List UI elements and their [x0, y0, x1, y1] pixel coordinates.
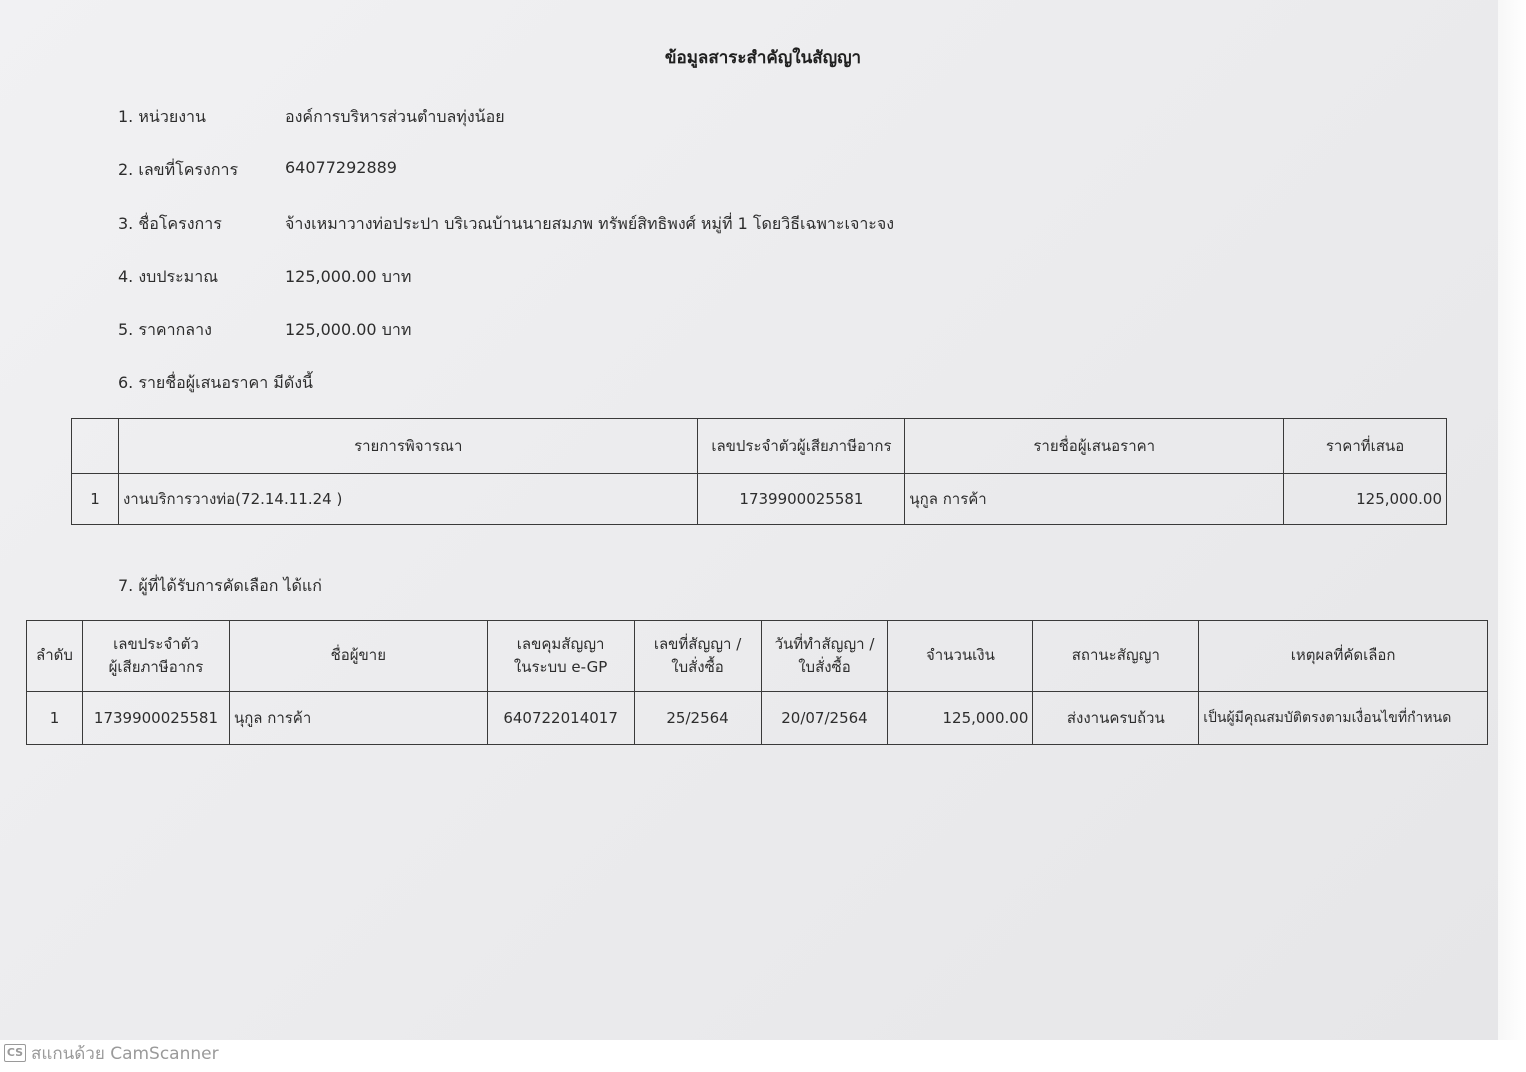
- cell-tax-id: 1739900025581: [698, 474, 905, 525]
- winners-table: [26, 620, 1488, 745]
- header-amount: จำนวนเงิน: [888, 621, 1033, 692]
- header-selection-reason: เหตุผลที่คัดเลือก: [1199, 621, 1488, 692]
- field-label: 2. เลขที่โครงการ: [118, 160, 239, 179]
- cell-selection-reason: เป็นผู้มีคุณสมบัติตรงตามเงื่อนไขที่กำหนด: [1199, 692, 1488, 745]
- camscanner-watermark: [4, 1042, 219, 1064]
- header-egp-control-number: เลขคุมสัญญา ในระบบ e-GP: [487, 621, 634, 692]
- table-row: [72, 474, 1447, 525]
- cell-amount: 125,000.00: [888, 692, 1033, 745]
- header-bidder-name: รายชื่อผู้เสนอราคา: [905, 419, 1284, 474]
- field-value: 64077292889: [285, 158, 397, 177]
- bidders-section-label: 6. รายชื่อผู้เสนอราคา มีดังนี้: [118, 373, 313, 392]
- page-edge: [1498, 0, 1526, 1040]
- field-value: จ้างเหมาวางท่อประปา บริเวณบ้านนายสมภพ ทรัพย์สิทธิพงศ์ หมู่ที่ 1 โดยวิธีเฉพาะเจาะจง: [285, 214, 895, 233]
- table-header-row: [27, 621, 1488, 692]
- camscanner-logo-icon: CS: [4, 1044, 26, 1062]
- field-label: 4. งบประมาณ: [118, 267, 219, 286]
- field-value: 125,000.00 บาท: [285, 320, 412, 339]
- field-value: 125,000.00 บาท: [285, 267, 412, 286]
- field-label: 5. ราคากลาง: [118, 320, 212, 339]
- cell-contract-status: ส่งงานครบถ้วน: [1033, 692, 1199, 745]
- cell-bidder-name: นุกูล การค้า: [905, 474, 1284, 525]
- header-item: รายการพิจารณา: [118, 419, 698, 474]
- cell-offer-price: 125,000.00: [1284, 474, 1447, 525]
- cell-contract-number: 25/2564: [634, 692, 761, 745]
- watermark-text: สแกนด้วย CamScanner: [31, 1043, 219, 1064]
- table-row: [27, 692, 1488, 745]
- header-offer-price: ราคาที่เสนอ: [1284, 419, 1447, 474]
- header-index: [72, 419, 119, 474]
- cell-egp-control-number: 640722014017: [487, 692, 634, 745]
- document-title: ข้อมูลสาระสำคัญในสัญญา: [664, 48, 862, 68]
- header-contract-status: สถานะสัญญา: [1033, 621, 1199, 692]
- cell-item: งานบริการวางท่อ(72.14.11.24 ): [118, 474, 698, 525]
- cell-seller-name: นุกูล การค้า: [229, 692, 487, 745]
- cell-contract-date: 20/07/2564: [761, 692, 888, 745]
- table-header-row: [72, 419, 1447, 474]
- header-contract-number: เลขที่สัญญา / ใบสั่งซื้อ: [634, 621, 761, 692]
- field-label: 1. หน่วยงาน: [118, 107, 206, 126]
- header-contract-date: วันที่ทำสัญญา / ใบสั่งซื้อ: [761, 621, 888, 692]
- header-order: ลำดับ: [27, 621, 83, 692]
- bidders-table: [71, 418, 1447, 525]
- cell-index: 1: [72, 474, 119, 525]
- field-value: องค์การบริหารส่วนตำบลทุ่งน้อย: [285, 107, 505, 126]
- cell-order: 1: [27, 692, 83, 745]
- header-tax-id: เลขประจำตัวผู้เสียภาษีอากร: [698, 419, 905, 474]
- header-tax-id: เลขประจำตัว ผู้เสียภาษีอากร: [82, 621, 229, 692]
- header-seller-name: ชื่อผู้ขาย: [229, 621, 487, 692]
- cell-tax-id: 1739900025581: [82, 692, 229, 745]
- field-label: 3. ชื่อโครงการ: [118, 214, 222, 233]
- winners-section-label: 7. ผู้ที่ได้รับการคัดเลือก ได้แก่: [118, 576, 322, 595]
